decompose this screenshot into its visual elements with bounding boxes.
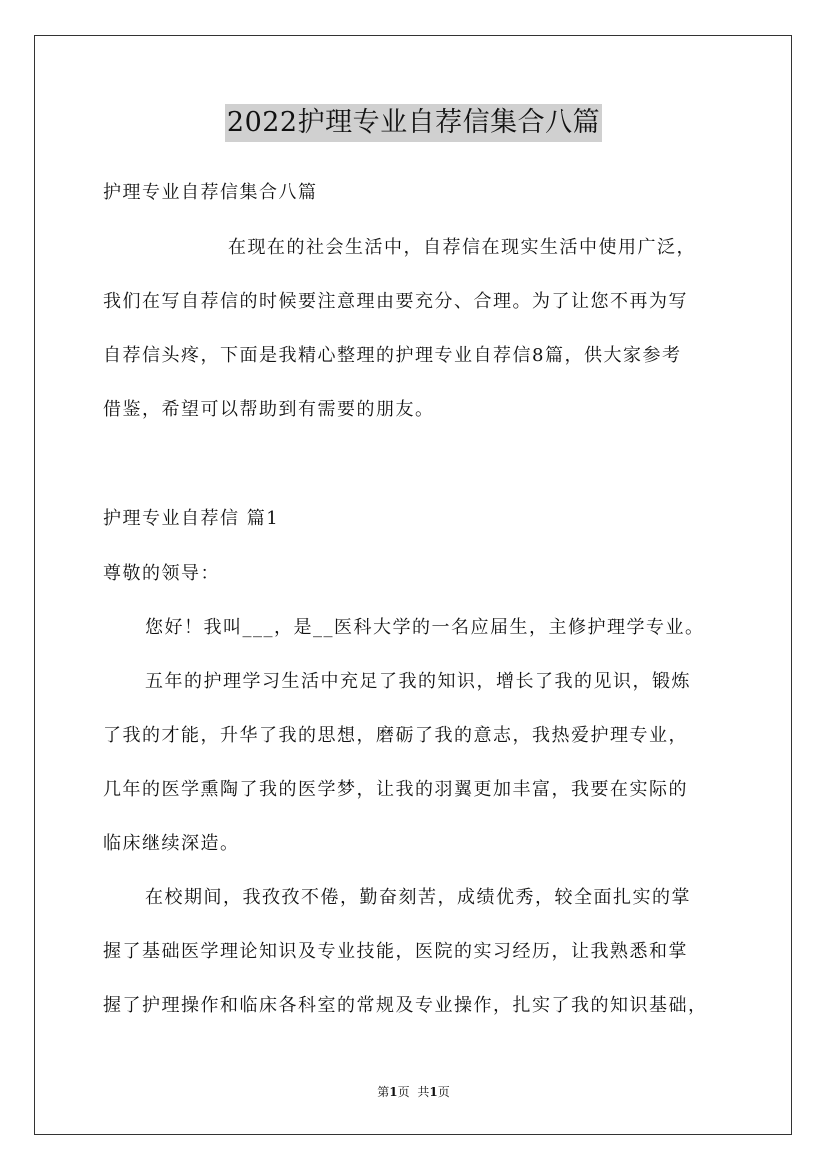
footer-total-suffix: 页 bbox=[437, 1085, 450, 1099]
letter-heading: 护理专业自荐信 篇1 bbox=[103, 508, 280, 529]
paragraph-line: 握了护理操作和临床各科室的常规及专业操作，扎实了我的知识基础， bbox=[103, 995, 708, 1016]
section-heading: 护理专业自荐信集合八篇 bbox=[103, 182, 318, 203]
footer-total-prefix: 共 bbox=[417, 1085, 430, 1099]
paragraph-line: 临床继续深造。 bbox=[103, 833, 240, 854]
paragraph-line: 您好！我叫___，是__医科大学的一名应届生，主修护理学专业。 bbox=[145, 617, 705, 638]
footer-page-suffix: 页 bbox=[397, 1085, 410, 1099]
paragraph-line: 在现在的社会生活中，自荐信在现实生活中使用广泛， bbox=[228, 237, 696, 258]
salutation: 尊敬的领导： bbox=[103, 563, 220, 584]
paragraph-line: 借鉴，希望可以帮助到有需要的朋友。 bbox=[103, 399, 435, 420]
paragraph-line: 握了基础医学理论知识及专业技能，医院的实习经历，让我熟悉和掌 bbox=[103, 941, 688, 962]
footer-page-number: 1 bbox=[389, 1085, 398, 1099]
paragraph-line: 在校期间，我孜孜不倦，勤奋刻苦，成绩优秀，较全面扎实的掌 bbox=[145, 887, 691, 908]
page-footer bbox=[0, 1084, 827, 1100]
paragraph-line: 五年的护理学习生活中充足了我的知识，增长了我的见识，锻炼 bbox=[145, 671, 691, 692]
document-title-text: 2022护理专业自荐信集合八篇 bbox=[225, 104, 602, 142]
footer-total-number: 1 bbox=[429, 1085, 438, 1099]
document-title bbox=[0, 104, 827, 142]
paragraph-line: 了我的才能，升华了我的思想，磨砺了我的意志，我热爱护理专业， bbox=[103, 725, 688, 746]
paragraph-line: 几年的医学熏陶了我的医学梦，让我的羽翼更加丰富，我要在实际的 bbox=[103, 779, 688, 800]
paragraph-line: 自荐信头疼，下面是我精心整理的护理专业自荐信8篇，供大家参考 bbox=[103, 345, 682, 366]
footer-page-prefix: 第 bbox=[377, 1085, 390, 1099]
paragraph-line: 我们在写自荐信的时候要注意理由要充分、合理。为了让您不再为写 bbox=[103, 291, 688, 312]
